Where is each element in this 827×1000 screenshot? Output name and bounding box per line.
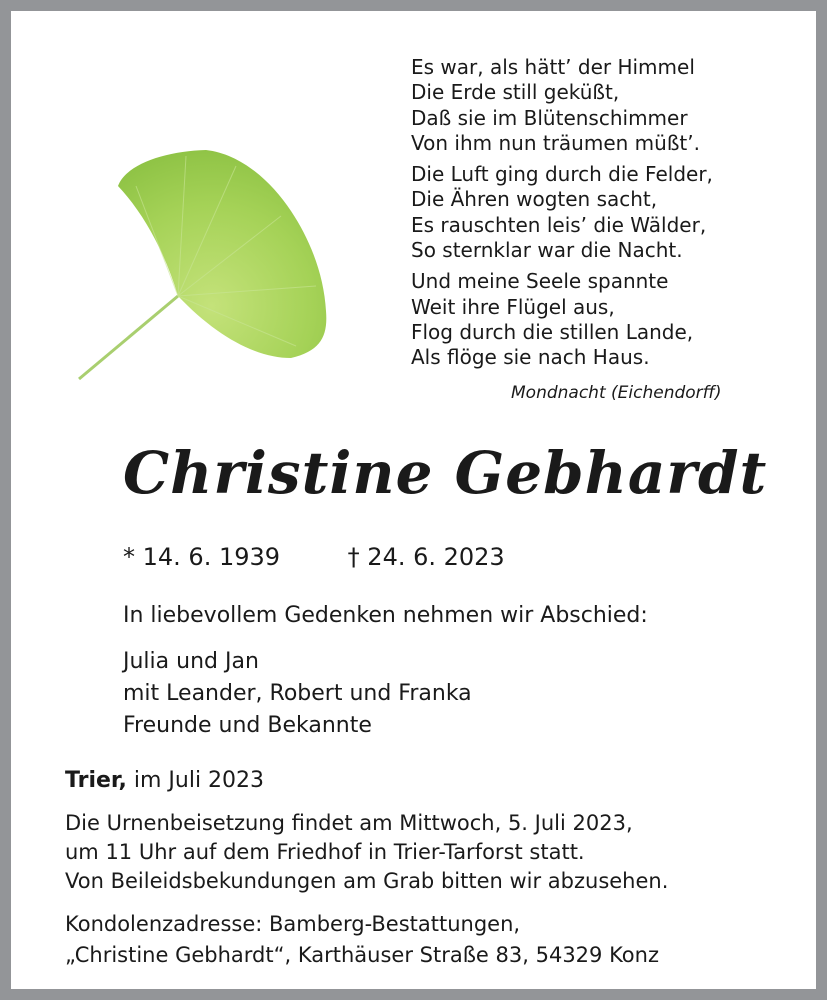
- mourner: Freunde und Bekannte: [123, 713, 372, 738]
- mourner: Julia und Jan: [123, 649, 259, 674]
- info-line: Von Beileidsbekundungen am Grab bitten wir abzusehen.: [65, 869, 669, 893]
- poem-line: Die Erde still geküßt,: [411, 80, 620, 105]
- condolence-address: [65, 909, 659, 971]
- poem-stanza: [411, 269, 713, 370]
- info-line: Die Urnenbeisetzung findet am Mittwoch, 5. Juli 2023,: [65, 811, 633, 835]
- poem-source: Mondnacht (Eichendorff): [511, 383, 722, 403]
- place-month: im Juli 2023: [126, 768, 265, 793]
- poem-line: Und meine Seele spannte: [411, 269, 669, 294]
- poem-line: Daß sie im Blütenschimmer: [411, 105, 688, 130]
- poem: [411, 55, 713, 377]
- place-date: [65, 768, 264, 793]
- contact-line: „Christine Gebhardt“, Karthäuser Straße 83, 54329 Konz: [65, 943, 659, 967]
- place-city: Trier,: [65, 768, 127, 793]
- poem-line: Flog durch die stillen Lande,: [411, 319, 694, 344]
- obituary-notice: [11, 11, 816, 989]
- poem-line: Von ihm nun träumen müßt’.: [411, 130, 700, 155]
- poem-line: So sternklar war die Nacht.: [411, 238, 683, 263]
- poem-line: Weit ihre Flügel aus,: [411, 294, 615, 319]
- poem-line: Die Luft ging durch die Felder,: [411, 162, 713, 187]
- life-dates: [123, 543, 505, 571]
- birth-date: * 14. 6. 1939: [123, 543, 281, 571]
- poem-line: Als flöge sie nach Haus.: [411, 345, 650, 370]
- info-line: um 11 Uhr auf dem Friedhof in Trier-Tarforst statt.: [65, 840, 585, 864]
- poem-line: Es war, als hätt’ der Himmel: [411, 55, 695, 79]
- mourner: mit Leander, Robert und Franka: [123, 681, 472, 706]
- contact-line: Kondolenzadresse: Bamberg-Bestattungen,: [65, 912, 521, 936]
- farewell-text: In liebevollem Gedenken nehmen wir Abschied:: [123, 603, 648, 628]
- ginkgo-leaf-icon: [66, 136, 336, 386]
- deceased-name: Christine Gebhardt: [123, 439, 768, 507]
- poem-line: Es rauschten leis’ die Wälder,: [411, 212, 707, 237]
- burial-info: [65, 809, 668, 896]
- poem-line: Die Ähren wogten sacht,: [411, 187, 658, 212]
- poem-stanza: [411, 162, 713, 263]
- mourners-list: [123, 646, 472, 742]
- death-date: † 24. 6. 2023: [347, 543, 505, 571]
- poem-stanza: [411, 55, 713, 156]
